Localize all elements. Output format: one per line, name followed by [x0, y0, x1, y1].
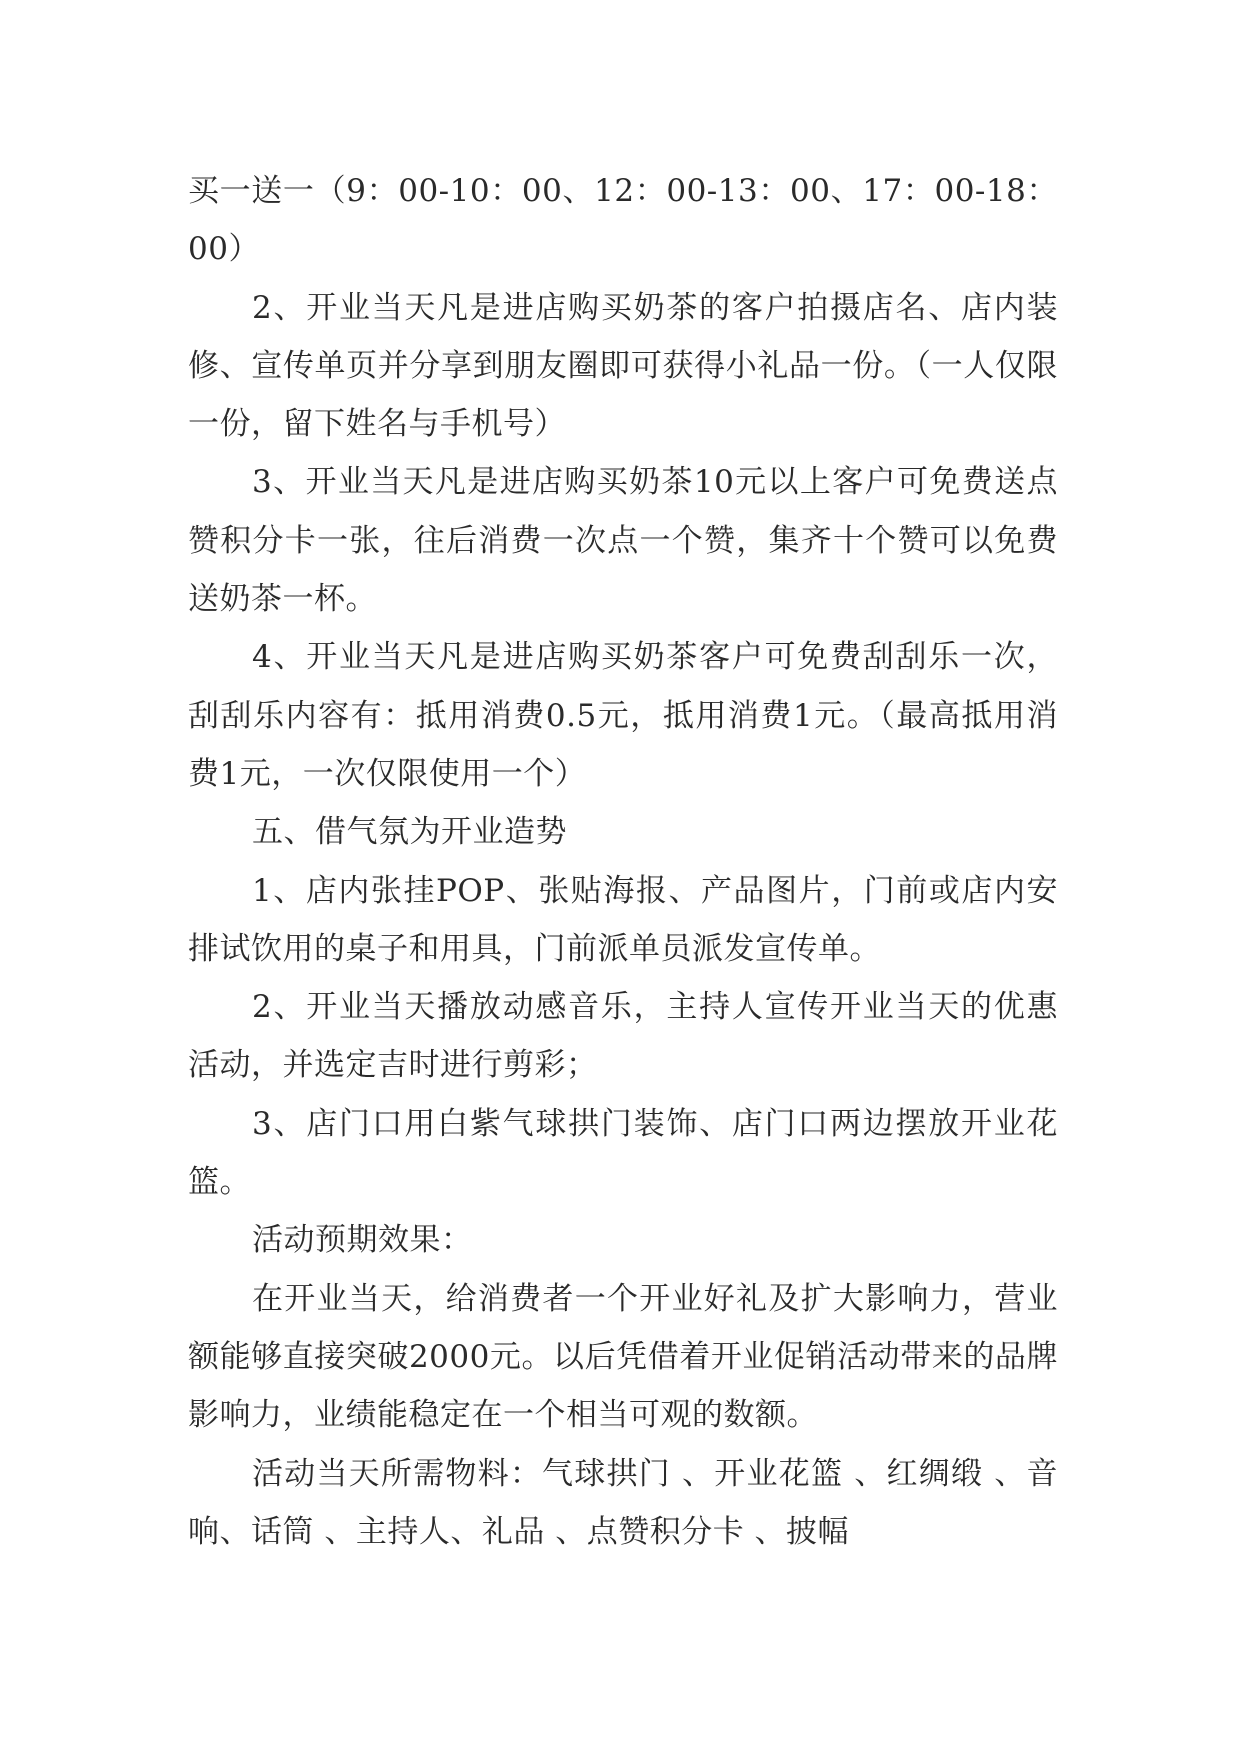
- section-heading-expected-effect: 活动预期效果：: [252, 1222, 473, 1259]
- paragraph-time-slots: 买一送一（9：00-10：00、12：00-13：00、17：00-18：00）: [188, 173, 1058, 268]
- paragraph-expected-effect: 在开业当天，给消费者一个开业好礼及扩大影响力，营业额能够直接突破2000元。以后凭借着开业促销活动带来的品牌影响力，业绩能稳定在一个相当可观的数额。: [188, 1280, 1058, 1434]
- paragraph-atmosphere-item-3: 3、店门口用白紫气球拱门装饰、店门口两边摆放开业花篮。: [188, 1105, 1058, 1201]
- paragraph-item-3-like-card: 3、开业当天凡是进店购买奶茶10元以上客户可免费送点赞积分卡一张，往后消费一次点一个赞，集齐十个赞可以免费送奶茶一杯。: [188, 464, 1058, 618]
- paragraph-materials-list: 活动当天所需物料：气球拱门 、开业花篮 、红绸缎 、音响、话筒 、主持人、礼品 、点赞积分卡 、披幅: [188, 1455, 1058, 1550]
- document-body: [188, 162, 1058, 1561]
- paragraph-atmosphere-item-1: 1、店内张挂POP、张贴海报、产品图片，门前或店内安排试饮用的桌子和用具，门前派单员派发宣传单。: [188, 872, 1058, 967]
- paragraph-item-4-scratch-card: 4、开业当天凡是进店购买奶茶客户可免费刮刮乐一次，刮刮乐内容有：抵用消费0.5元，抵用消费1元。（最高抵用消费1元，一次仅限使用一个）: [188, 639, 1058, 792]
- paragraph-item-2-photo-share: 2、开业当天凡是进店购买奶茶的客户拍摄店名、店内装修、宣传单页并分享到朋友圈即可获得小礼品一份。（一人仅限一份，留下姓名与手机号）: [188, 289, 1058, 443]
- section-heading-atmosphere: 五、借气氛为开业造势: [252, 814, 567, 851]
- paragraph-atmosphere-item-2: 2、开业当天播放动感音乐，主持人宣传开业当天的优惠活动，并选定吉时进行剪彩；: [188, 989, 1058, 1084]
